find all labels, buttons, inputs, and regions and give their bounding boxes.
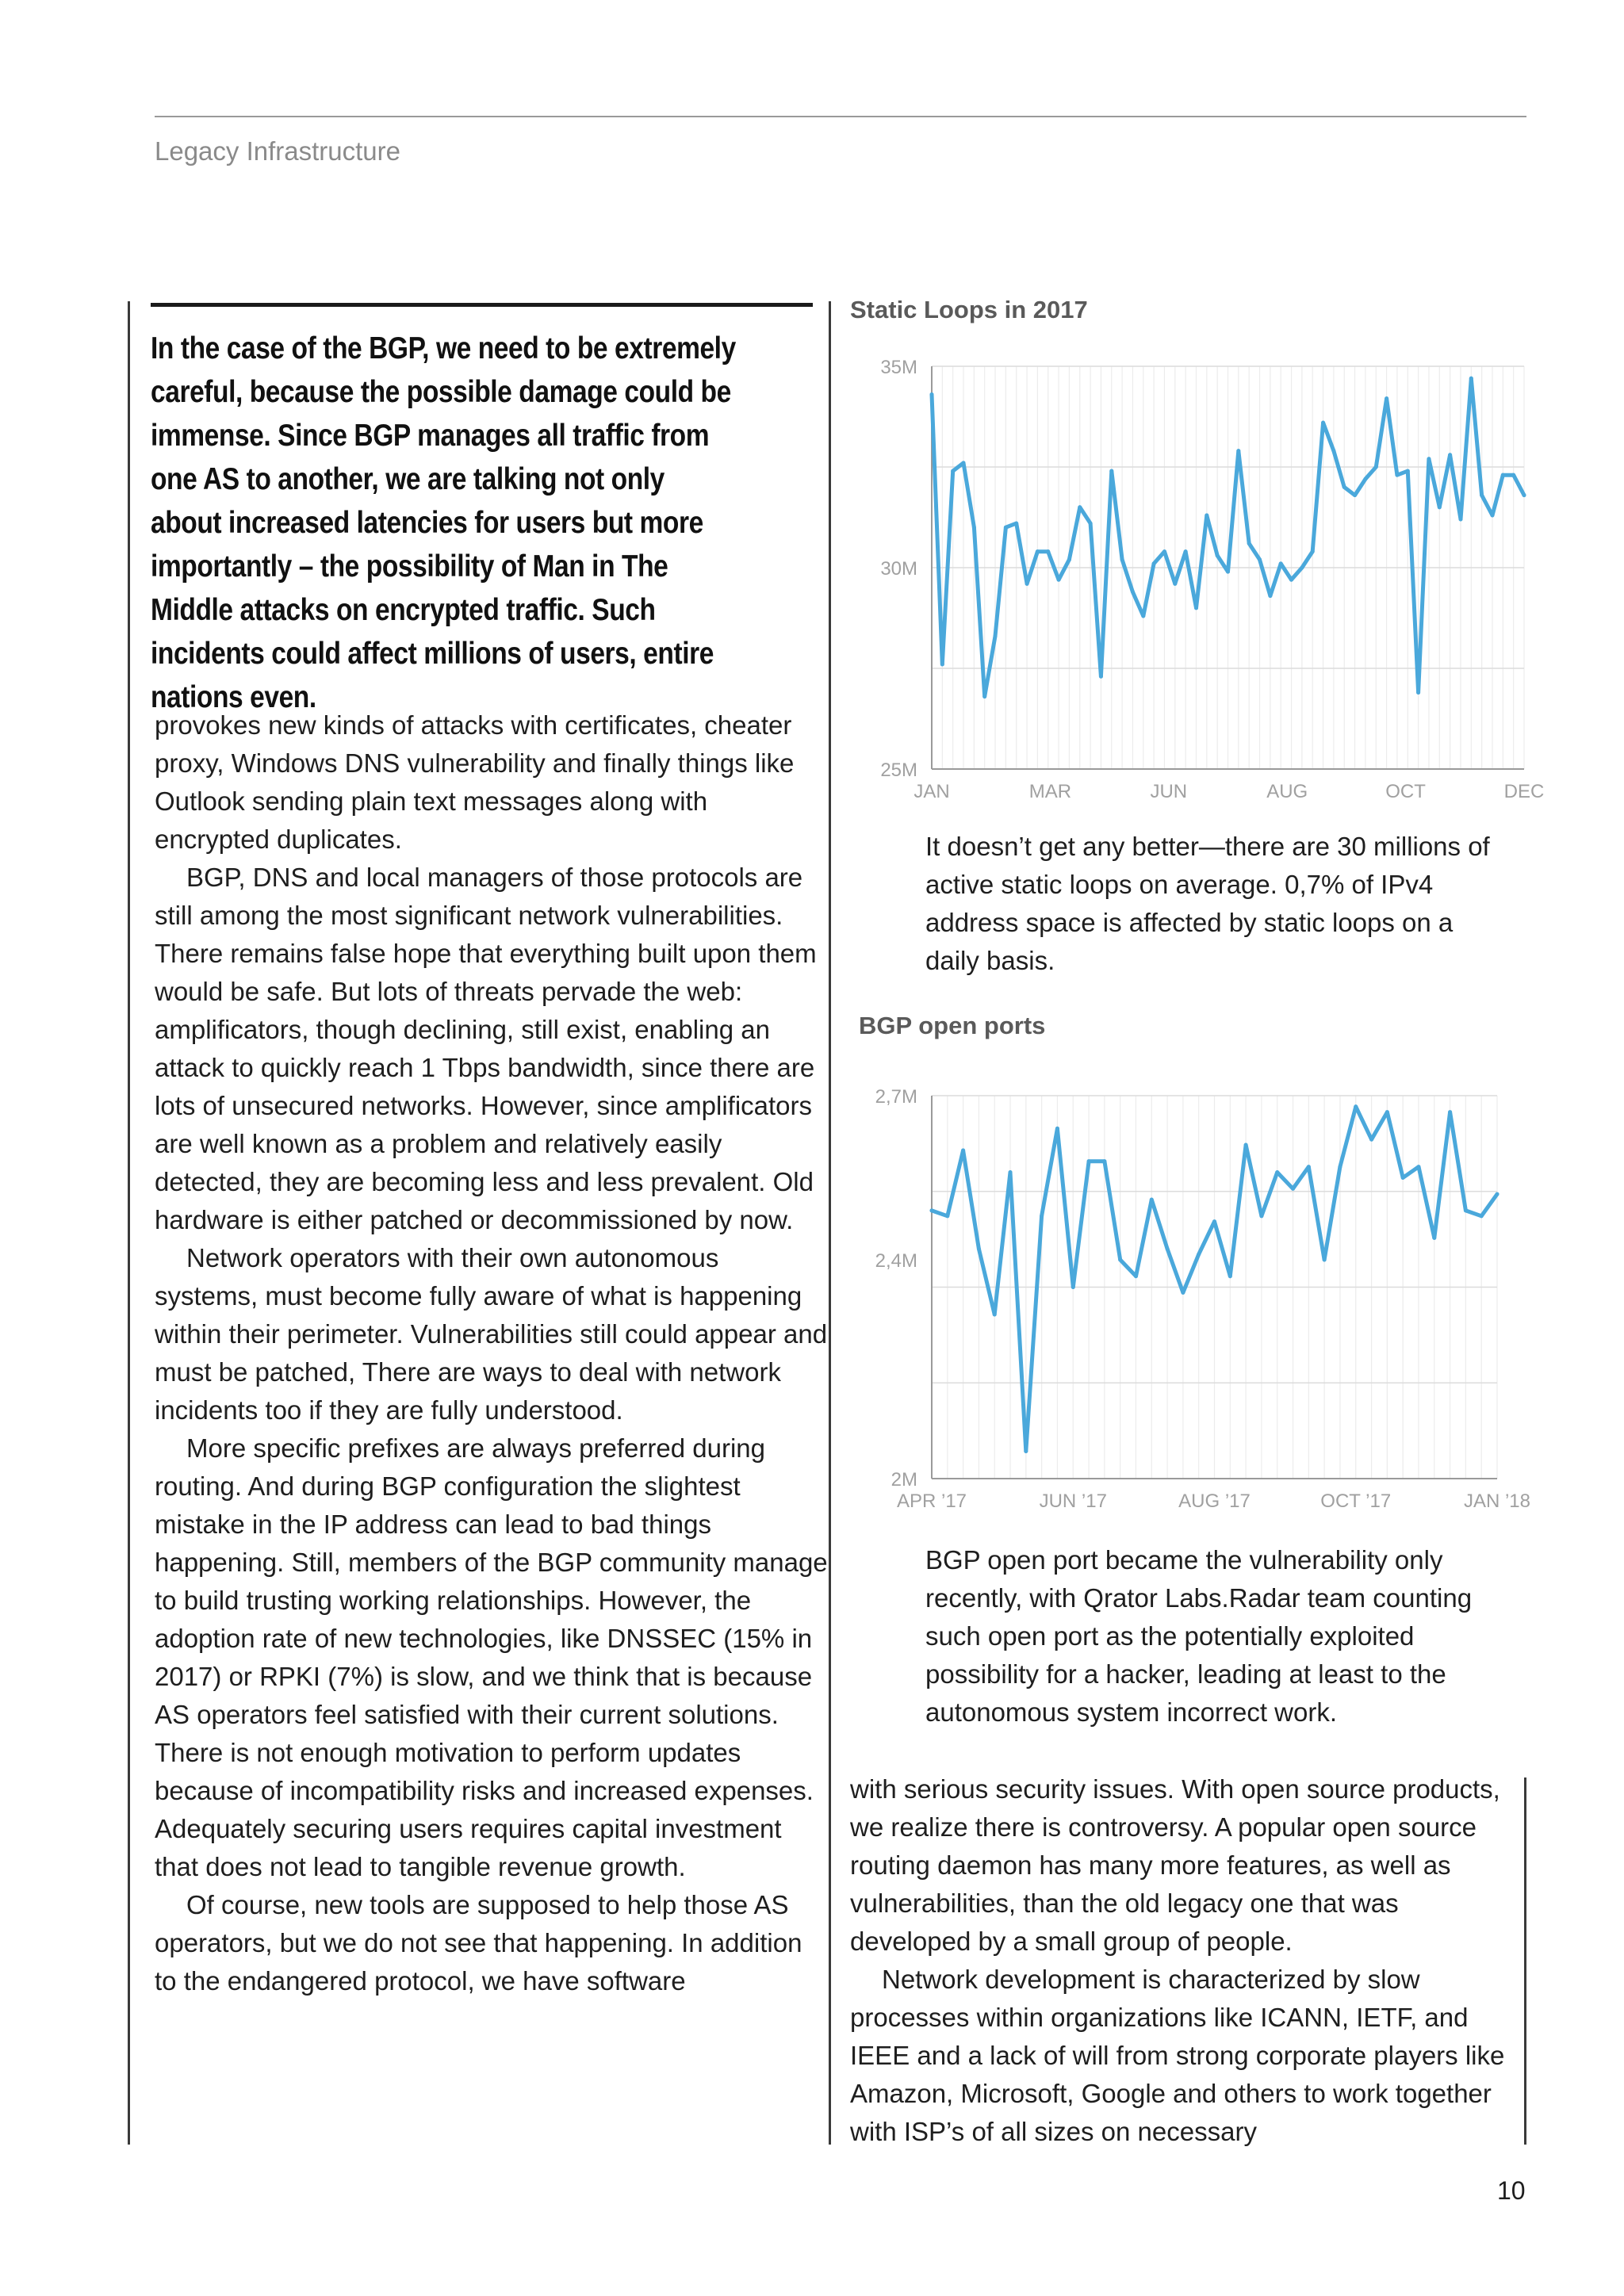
middle-column-border (829, 301, 831, 2145)
chart1-caption (925, 828, 1496, 980)
data-point (1055, 1127, 1059, 1131)
data-point (1197, 1253, 1201, 1257)
data-point (1338, 1165, 1342, 1169)
data-point (1307, 1165, 1311, 1169)
data-point (1071, 1285, 1075, 1289)
data-point (1511, 473, 1515, 477)
paragraph: Of course, new tools are supposed to help those AS operators, but we do not see that happening. In addition to the endangered protocol, we have software (155, 1890, 802, 1996)
left-column-text (155, 706, 829, 2000)
y-tick-label: 2,7M (875, 1086, 917, 1108)
static-loops-chart (841, 341, 1546, 809)
data-point (1173, 582, 1177, 586)
x-tick-label: JUN (1150, 781, 1188, 802)
data-point (1522, 493, 1526, 497)
data-point (1226, 570, 1230, 574)
data-point (1458, 518, 1462, 522)
left-column-border (128, 301, 130, 2145)
x-tick-label: APR ’17 (896, 1490, 967, 1512)
data-point (1300, 566, 1304, 570)
paragraph: Network development is characterized by slow processes within organizations like ICANN, IETF, and IEEE and a lack of will from strong corporate players like Amazon, Microsoft, Google and others to work together with ISP’s of all sizes on necessary (850, 1965, 1505, 2146)
y-tick-label: 35M (880, 357, 917, 378)
y-tick-label: 2M (891, 1469, 917, 1490)
x-tick-label: DEC (1503, 781, 1545, 802)
data-point (1102, 1159, 1106, 1163)
data-point (1323, 1258, 1327, 1262)
data-point (1363, 477, 1367, 481)
data-point (1212, 1219, 1216, 1223)
x-tick-label: MAR (1028, 781, 1072, 802)
data-point (1275, 1170, 1279, 1174)
data-point (1166, 1247, 1170, 1251)
x-tick-label: OCT ’17 (1320, 1490, 1392, 1512)
data-point (1118, 1258, 1122, 1262)
bgp-open-ports-chart (841, 1070, 1546, 1522)
data-point (1480, 1214, 1484, 1218)
data-point (1259, 1214, 1263, 1218)
data-point (1501, 473, 1505, 477)
data-point (1040, 1214, 1044, 1218)
x-tick-label: OCT (1385, 781, 1426, 802)
data-point (1496, 1192, 1500, 1196)
data-point (945, 1214, 949, 1218)
data-point (972, 526, 976, 530)
data-point (982, 695, 986, 698)
data-point (1009, 1170, 1013, 1174)
data-point (1432, 1236, 1436, 1240)
data-point (1216, 553, 1220, 557)
data-point (1247, 541, 1251, 545)
data-point (1014, 522, 1018, 526)
chart1-caption-text: It doesn’t get any better—there are 30 millions of active static loops on average. 0,7% of IPv4 address space is affected by static loops on a daily basis. (925, 832, 1490, 975)
header-rule (155, 116, 1526, 117)
paragraph: BGP, DNS and local managers of those protocols are still among the most significant network vulnerabilities. There remains false hope that everything built upon them would be safe. But lots of threats pervade the web: amplificators, though declining, still exist, enabling an attack to quickly reach 1 Tbps bandwidth, since there are lots of unsecured networks. However, since amplificators are well known as a problem and relatively easily detected, they are becoming less and less prevalent. Old hardware is either patched or decommissioned by now. (155, 863, 817, 1234)
data-point (1416, 691, 1420, 695)
data-point (1448, 1110, 1452, 1114)
chart1-title: Static Loops in 2017 (850, 296, 1088, 323)
data-point (1480, 493, 1484, 497)
data-point (1354, 1104, 1358, 1108)
data-point (1141, 614, 1145, 618)
data-point (1162, 549, 1166, 553)
data-point (1385, 396, 1388, 400)
data-point (1469, 377, 1473, 381)
data-point (1369, 1138, 1373, 1142)
data-point (1024, 1449, 1028, 1453)
chart2-caption-text: BGP open port became the vulnerability only recently, with Qrator Labs.Radar team counting such open port as the potentially exploited possibility for a hacker, leading at least to the autonomous system incorrect work. (925, 1545, 1473, 1727)
data-point (1401, 1176, 1405, 1180)
y-tick-label: 2,4M (875, 1250, 917, 1272)
data-point (1057, 578, 1061, 582)
data-point (1258, 557, 1262, 561)
data-point (1331, 449, 1335, 453)
data-point (1291, 1187, 1295, 1191)
paragraph: Network operators with their own autonomous systems, must become fully aware of what is happening within their perimeter. Vulnerabilities still could appear and must be patched, There are ways to deal with network incidents too if they are fully understood. (155, 1243, 828, 1425)
data-point (1236, 449, 1240, 453)
data-point (961, 1149, 965, 1153)
data-point (1406, 469, 1410, 473)
data-point (1067, 557, 1071, 561)
data-point (1228, 1274, 1232, 1278)
data-point (1374, 465, 1378, 469)
y-tick-label: 30M (880, 558, 917, 580)
data-point (1311, 549, 1315, 553)
data-point (1184, 549, 1188, 553)
chart2-caption (925, 1541, 1496, 1732)
data-point (1279, 561, 1283, 565)
data-point (1385, 1110, 1389, 1114)
paragraph: More specific prefixes are always preferred during routing. And during BGP configuration the slightest mistake in the IP address can lead to bad things happening. Still, members of the BGP community manage to build trusting working relationships. However, the adoption rate of new technologies, like DNSSEC (15% in 2017) or RPKI (7%) is slow, and we think that is because AS operators feel satisfied with their current solutions. There is not enough motivation to perform updates because of incompatibility risks and increased expenses. Adequately securing users requires capital investment that does not lead to tangible revenue growth. (155, 1433, 828, 1881)
page-number: 10 (1497, 2176, 1526, 2205)
paragraph: with serious security issues. With open source products, we realize there is controversy. A popular open source routing daemon has many more features, as well as vulnerabilities, than the old legacy one that was developed by a small group of people. (850, 1774, 1500, 1956)
data-point (1120, 557, 1124, 561)
data-point (977, 1247, 981, 1251)
data-point (1464, 1208, 1468, 1212)
y-tick-label: 25M (880, 760, 917, 781)
data-point (993, 1313, 997, 1317)
x-tick-label: AUG (1266, 781, 1308, 802)
data-point (1342, 485, 1346, 489)
data-point (1004, 526, 1008, 530)
data-point (1205, 513, 1208, 517)
data-point (1244, 1143, 1248, 1147)
x-tick-label: AUG ’17 (1178, 1490, 1251, 1512)
pull-quote-rule (151, 303, 813, 307)
data-point (930, 392, 934, 396)
data-point (1089, 522, 1093, 526)
data-point (994, 634, 998, 638)
pull-quote: In the case of the BGP, we need to be extremely careful, because the possible damage could be immense. Since BGP manages all traffic from one AS to another, we are talking not only about increased latencies for users but more importantly – the possibility of Man in The Middle attacks on encrypted traffic. Such incidents could affect millions of users, entire nations even. (151, 331, 736, 714)
data-point (1078, 505, 1082, 509)
right-column-border (1524, 1777, 1526, 2145)
data-point (1025, 582, 1029, 586)
data-point (1395, 473, 1399, 477)
data-point (1046, 549, 1050, 553)
data-point (1289, 578, 1293, 582)
data-point (1427, 457, 1431, 461)
data-point (940, 662, 944, 666)
data-point (1490, 513, 1494, 517)
data-point (951, 469, 955, 473)
data-point (1099, 675, 1103, 679)
data-point (1416, 1165, 1420, 1169)
paragraph: provokes new kinds of attacks with certificates, cheater proxy, Windows DNS vulnerability and finally things like Outlook sending plain text messages along with encrypted duplicates. (155, 710, 795, 854)
data-point (1036, 549, 1040, 553)
x-tick-label: JAN ’18 (1463, 1490, 1531, 1512)
data-point (1109, 469, 1113, 473)
data-point (1152, 561, 1156, 565)
x-tick-label: JAN (914, 781, 950, 802)
header-title: Legacy Infrastructure (155, 136, 400, 166)
data-point (1131, 590, 1135, 594)
data-point (1194, 606, 1198, 610)
data-point (930, 1208, 934, 1212)
x-tick-label: JUN ’17 (1039, 1490, 1107, 1512)
data-point (962, 461, 966, 465)
chart2-title: BGP open ports (859, 1012, 1046, 1039)
data-point (1087, 1159, 1091, 1163)
data-point (1321, 421, 1325, 425)
right-column-text (850, 1770, 1524, 2151)
data-point (1438, 505, 1442, 509)
data-point (1150, 1198, 1154, 1202)
data-point (1268, 594, 1272, 598)
data-point (1181, 1291, 1185, 1295)
data-point (1134, 1274, 1138, 1278)
data-point (1448, 453, 1452, 457)
data-point (1353, 493, 1357, 497)
